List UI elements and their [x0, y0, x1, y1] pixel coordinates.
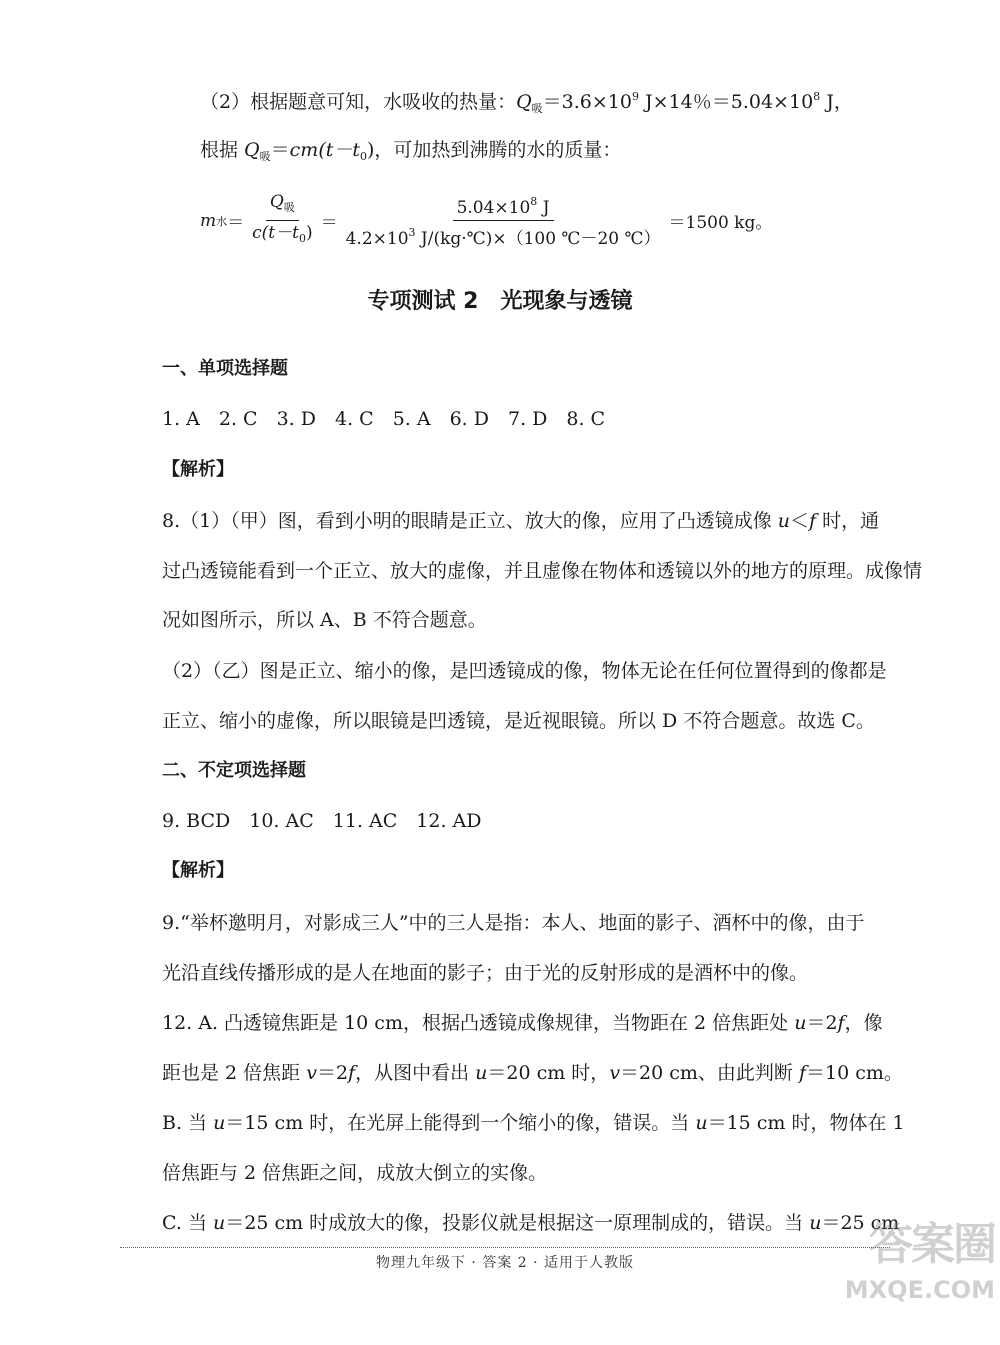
text: J	[537, 198, 550, 218]
para-8-line-5: 正立、缩小的虚像，所以眼镜是凹透镜，是近视眼镜。所以 D 不符合题意。故选 C。	[162, 710, 875, 732]
var-v: v	[306, 1062, 317, 1084]
var-f: f	[348, 1062, 356, 1084]
var-v: v	[609, 1062, 621, 1084]
para-9-line-1: 9.“举杯邀明月，对影成三人”中的三人是指：本人、地面的影子、酒杯中的像，由于	[162, 912, 865, 934]
para-b-line-1	[162, 1110, 905, 1136]
text: ＝15 cm 时，在光屏上能得到一个缩小的像，错误。当	[225, 1112, 696, 1134]
text: J×14％＝5.04×10	[639, 91, 814, 113]
var-u: u	[695, 1112, 708, 1134]
text: ＝3.6×10	[542, 91, 632, 113]
sub: 0	[360, 150, 367, 163]
numerator	[266, 192, 299, 221]
part2-analysis-label: 【解析】	[162, 860, 234, 881]
prev-line-2	[200, 137, 621, 170]
text: ＝25 cm	[821, 1212, 900, 1234]
text: ＝10 cm。	[806, 1062, 903, 1084]
text: 距也是 2 倍焦距	[162, 1062, 307, 1084]
para-8-line-3: 况如图所示，所以 A、B 不符合题意。	[162, 609, 487, 631]
part2-answers: 9. BCD 10. AC 11. AC 12. AD	[162, 810, 482, 832]
var-cm: cm	[289, 139, 319, 161]
var-u: u	[777, 510, 791, 532]
text: 根据	[200, 139, 245, 161]
para-12-line-2	[162, 1060, 903, 1086]
watermark-logo: 答案圈	[869, 1219, 995, 1270]
var-f: f	[837, 1012, 845, 1034]
text: ，可加热到沸腾的水的质量：	[374, 139, 622, 161]
text: 5.04×10	[456, 198, 531, 218]
var-q: Q	[269, 192, 284, 212]
result: ＝1500 kg。	[668, 213, 773, 233]
numerator	[453, 192, 554, 221]
text: )	[305, 223, 313, 243]
fraction-1	[248, 192, 316, 249]
equals: ＝	[320, 213, 338, 233]
text: ＝	[270, 139, 290, 161]
page-footer: 物理九年级下 · 答案 2 · 适用于人教版	[120, 1247, 890, 1274]
prev-line-1	[200, 84, 853, 122]
denominator	[342, 221, 665, 249]
text: ，像	[844, 1012, 883, 1034]
text: ＜	[790, 510, 810, 532]
var-q: Q	[516, 91, 532, 113]
part2-heading: 二、不定项选择题	[162, 760, 306, 781]
para-8-line-4: （2）（乙）图是正立、缩小的像，是凹透镜成的像，物体无论在任何位置得到的像都是	[162, 660, 887, 682]
section-title: 专项测试 2 光现象与透镜	[367, 289, 633, 314]
var-q: Q	[244, 139, 260, 161]
var-u: u	[794, 1012, 807, 1034]
sub: 吸	[531, 102, 543, 115]
watermark-site: MXQE.COM	[844, 1276, 995, 1304]
text: 4.2×10	[345, 229, 409, 249]
part1-analysis-label: 【解析】	[162, 459, 234, 480]
sub: 0	[298, 232, 306, 245]
text: ，从图中看出	[355, 1062, 476, 1084]
part1-answers: 1. A 2. C 3. D 4. C 5. A 6. D 7. D 8. C	[162, 408, 606, 430]
mass-formula	[200, 192, 772, 249]
var-m: m	[200, 210, 217, 231]
var-f: f	[809, 510, 817, 532]
sup: 9	[632, 90, 639, 103]
text: 12. A. 凸透镜焦距是 10 cm，根据凸透镜成像规律，当物距在 2 倍焦距处	[162, 1012, 795, 1034]
text: ＝20 cm 时，	[487, 1062, 610, 1084]
text: J/(kg·℃)×（100 ℃－20 ℃）	[415, 229, 661, 249]
para-12-line-1	[162, 1010, 883, 1036]
sub: 吸	[283, 201, 295, 214]
sup: 3	[408, 226, 416, 239]
sup: 8	[530, 195, 538, 208]
text: ＝2	[316, 1062, 349, 1084]
var-u: u	[212, 1212, 226, 1234]
watermark	[830, 1215, 995, 1335]
para-9-line-2: 光沿直线传播形成的是人在地面的影子；由于光的反射形成的是酒杯中的像。	[162, 962, 809, 984]
var-t: (t－t	[318, 139, 360, 161]
text: 8.（1）（甲）图，看到小明的眼睛是正立、放大的像，应用了凸透镜成像	[162, 510, 778, 532]
text: ＝15 cm 时，物体在 1	[707, 1112, 905, 1134]
sub: 水	[216, 214, 228, 228]
equals: ＝	[227, 213, 245, 233]
text: J，	[820, 91, 853, 113]
sub: 吸	[259, 150, 271, 163]
part1-heading: 一、单项选择题	[162, 358, 288, 379]
text: （2）根据题意可知，水吸收的热量：	[200, 91, 517, 113]
para-b-line-2: 倍焦距与 2 倍焦距之间，成放大倒立的实像。	[162, 1162, 548, 1184]
text: ＝2	[806, 1012, 838, 1034]
den-text: c(t－t	[252, 223, 299, 243]
para-8-line-1	[162, 508, 879, 534]
var-u: u	[213, 1112, 226, 1134]
text: )	[367, 139, 375, 161]
text: ＝20 cm、由此判断	[620, 1062, 799, 1084]
denominator	[248, 221, 316, 249]
sup: 8	[813, 90, 821, 103]
para-c-line-1	[162, 1210, 899, 1236]
var-u: u	[809, 1212, 822, 1234]
para-8-line-2: 过凸透镜能看到一个正立、放大的虚像，并且虚像在物体和透镜以外的地方的原理。成像情	[162, 560, 923, 582]
text: 时，通	[816, 510, 880, 532]
text: ＝25 cm 时成放大的像，投影仪就是根据这一原理制成的，错误。当	[225, 1212, 810, 1234]
var-u: u	[475, 1062, 488, 1084]
fraction-2	[342, 192, 665, 249]
var-f: f	[798, 1062, 807, 1084]
text: C. 当	[162, 1212, 213, 1234]
text: B. 当	[162, 1112, 214, 1134]
